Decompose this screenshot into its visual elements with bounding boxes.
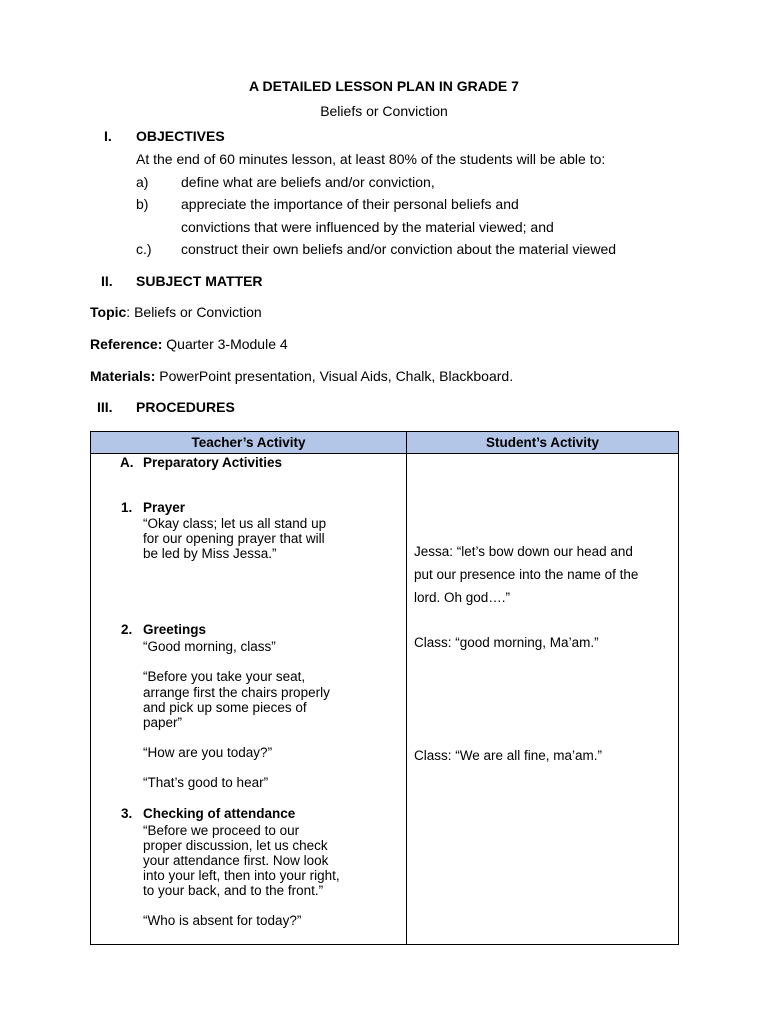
- subject-matter-heading: SUBJECT MATTER: [136, 273, 263, 289]
- objective-b-text-line1: appreciate the importance of their personal beliefs and: [181, 196, 519, 212]
- topic-line: [90, 304, 262, 320]
- section-a-title: Preparatory Activities: [143, 455, 283, 470]
- prayer-line-1: “Okay class; let us all stand up: [143, 516, 327, 531]
- greetings-marker: 2.: [121, 622, 133, 637]
- objective-c-text: construct their own beliefs and/or conviction about the material viewed: [181, 241, 617, 257]
- greetings-para-2: arrange first the chairs properly: [143, 685, 330, 700]
- objective-marker-a: a): [136, 174, 149, 190]
- teacher-activity-header: Teacher’s Activity: [91, 432, 407, 454]
- topic-label: Topic: [90, 304, 127, 320]
- attendance-line-1: “Before we proceed to our: [143, 823, 300, 838]
- student-activity-cell: [407, 454, 679, 945]
- objective-marker-b: b): [136, 196, 149, 212]
- attendance-line-2: proper discussion, let us check: [143, 838, 328, 853]
- greetings-good: “That’s good to hear”: [143, 775, 269, 790]
- objectives-intro: At the end of 60 minutes lesson, at least 80% of the students will be able to:: [136, 151, 606, 167]
- topic-value: : Beliefs or Conviction: [126, 304, 262, 320]
- subject-matter-numeral: II.: [101, 273, 113, 289]
- prayer-title: Prayer: [143, 500, 186, 515]
- document-title: A DETAILED LESSON PLAN IN GRADE 7: [249, 78, 519, 94]
- objectives-numeral: I.: [104, 128, 112, 144]
- procedures-heading: PROCEDURES: [136, 399, 235, 415]
- student-jessa-line-3: lord. Oh god….”: [414, 590, 511, 605]
- greetings-para-4: paper”: [143, 715, 183, 730]
- attendance-line-3: your attendance first. Now look: [143, 853, 329, 868]
- objective-marker-c: c.): [136, 241, 152, 257]
- prayer-marker: 1.: [121, 500, 133, 515]
- reference-value: Quarter 3-Module 4: [162, 336, 288, 352]
- objective-b-text-line2: convictions that were influenced by the material viewed; and: [181, 219, 554, 235]
- greetings-how: “How are you today?”: [143, 745, 273, 760]
- greetings-line: “Good morning, class”: [143, 639, 276, 654]
- section-a-marker: A.: [120, 455, 134, 470]
- teacher-activity-cell: [91, 454, 407, 945]
- attendance-marker: 3.: [121, 806, 133, 821]
- procedures-numeral: III.: [97, 399, 113, 415]
- reference-label: Reference:: [90, 336, 163, 352]
- greetings-para-1: “Before you take your seat,: [143, 669, 306, 684]
- attendance-line-4: into your left, then into your right,: [143, 868, 340, 883]
- student-jessa-line-2: put our presence into the name of the: [414, 567, 639, 582]
- prayer-line-2: for our opening prayer that will: [143, 531, 325, 546]
- student-jessa-line-1: Jessa: “let’s bow down our head and: [414, 544, 633, 559]
- objective-a-text: define what are beliefs and/or conviction,: [181, 174, 435, 190]
- prayer-line-3: be led by Miss Jessa.”: [143, 546, 277, 561]
- materials-value: PowerPoint presentation, Visual Aids, Chalk, Blackboard.: [155, 368, 514, 384]
- attendance-absent: “Who is absent for today?”: [143, 913, 302, 928]
- materials-line: [90, 368, 513, 384]
- attendance-line-5: to your back, and to the front.”: [143, 883, 324, 898]
- student-class-fine: Class: “We are all fine, ma’am.”: [414, 748, 603, 763]
- attendance-title: Checking of attendance: [143, 806, 296, 821]
- procedures-table: [90, 431, 679, 945]
- student-class-greeting: Class: “good morning, Ma’am.”: [414, 635, 599, 650]
- greetings-para-3: and pick up some pieces of: [143, 700, 307, 715]
- reference-line: [90, 336, 288, 352]
- objectives-heading: OBJECTIVES: [136, 128, 225, 144]
- student-activity-header: Student’s Activity: [407, 432, 679, 454]
- document-subtitle: Beliefs or Conviction: [320, 103, 448, 119]
- materials-label: Materials:: [90, 368, 156, 384]
- greetings-title: Greetings: [143, 622, 207, 637]
